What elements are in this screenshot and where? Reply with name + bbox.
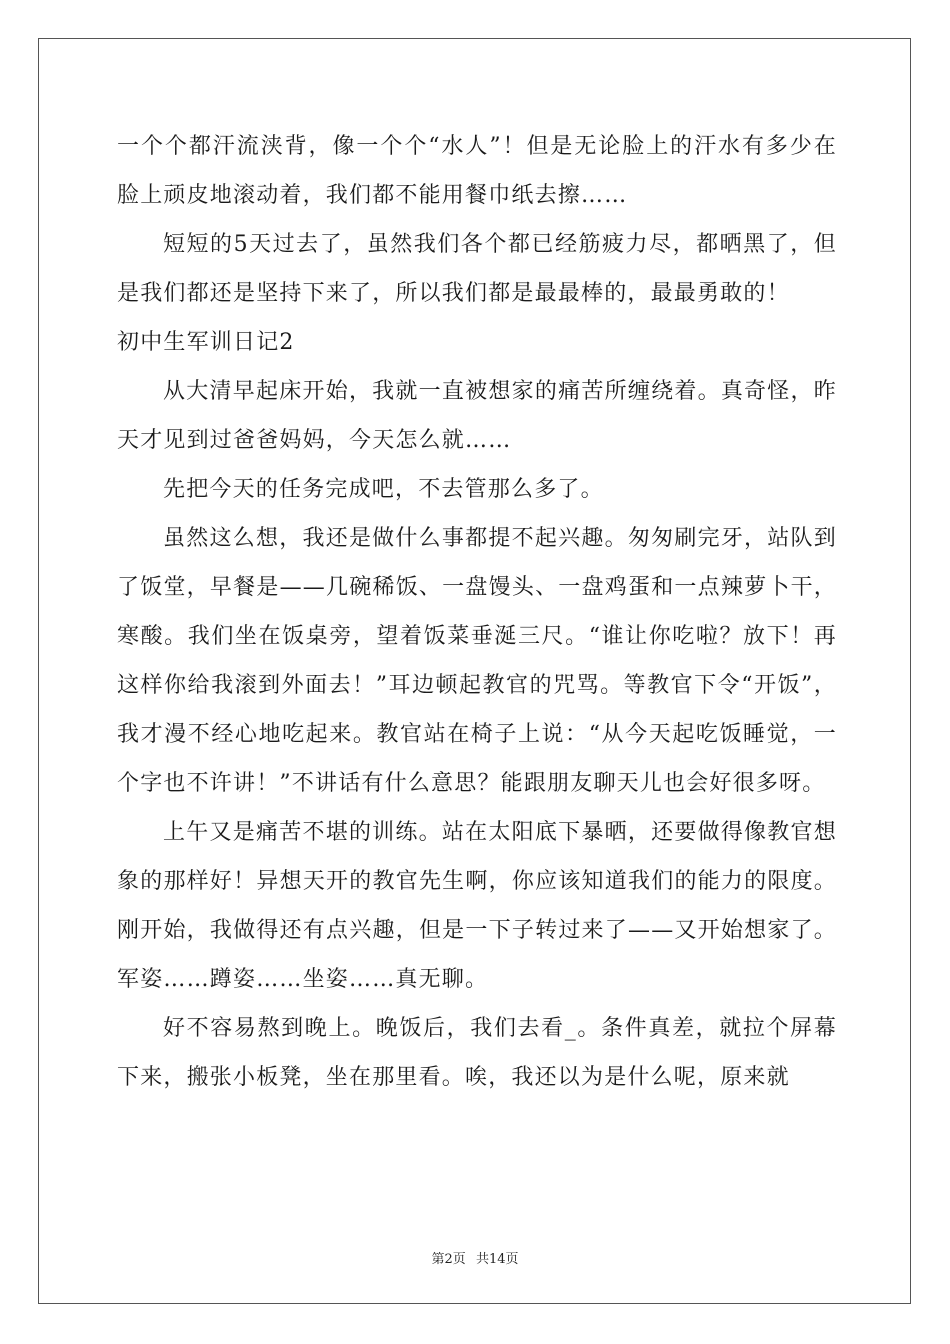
paragraph-5: 虽然这么想，我还是做什么事都提不起兴趣。匆匆刷完牙，站队到了饭堂，早餐是——几碗稀饭、一盘馒头、一盘鸡蛋和一点辣萝卜干，寒酸。我们坐在饭桌旁，望着饭菜垂涎三尺。“谁让你吃啦？放下！再这样你给我滚到外面去！”耳边顿起教官的咒骂。等教官下令“开饭”，我才漫不经心地吃起来。教官站在椅子上说：“从今天起吃饭睡觉，一个字也不许讲！”不讲话有什么意思？能跟朋友聊天儿也会好很多呀。 xyxy=(117,526,837,796)
page-footer xyxy=(0,1248,950,1267)
paragraph-6: 上午又是痛苦不堪的训练。站在太阳底下暴晒，还要做得像教官想象的那样好！异想天开的教官先生啊，你应该知道我们的能力的限度。刚开始，我做得还有点兴趣，但是一下子转过来了——又开始想家了。军姿……蹲姿……坐姿……真无聊。 xyxy=(117,820,837,992)
document-body xyxy=(117,122,837,1102)
paragraph-3: 从大清早起床开始，我就一直被想家的痛苦所缠绕着。真奇怪，昨天才见到过爸爸妈妈，今天怎么就…… xyxy=(117,379,837,453)
paragraph-7: 好不容易熬到晚上。晚饭后，我们去看_。条件真差，就拉个屏幕下来，搬张小板凳，坐在那里看。唉，我还以为是什么呢，原来就 xyxy=(117,1016,837,1090)
page-total: 共14页 xyxy=(475,1252,519,1267)
paragraph-2: 短短的5天过去了，虽然我们各个都已经筋疲力尽，都晒黑了，但是我们都还是坚持下来了，所以我们都是最最棒的，最最勇敢的！ xyxy=(117,232,837,306)
paragraph-4: 先把今天的任务完成吧，不去管那么多了。 xyxy=(163,477,604,502)
section-heading: 初中生军训日记2 xyxy=(117,330,295,355)
page-number: 第2页 xyxy=(431,1252,466,1267)
paragraph-1: 一个个都汗流浃背，像一个个“水人”！但是无论脸上的汗水有多少在脸上顽皮地滚动着，我们都不能用餐巾纸去擦…… xyxy=(117,134,837,208)
